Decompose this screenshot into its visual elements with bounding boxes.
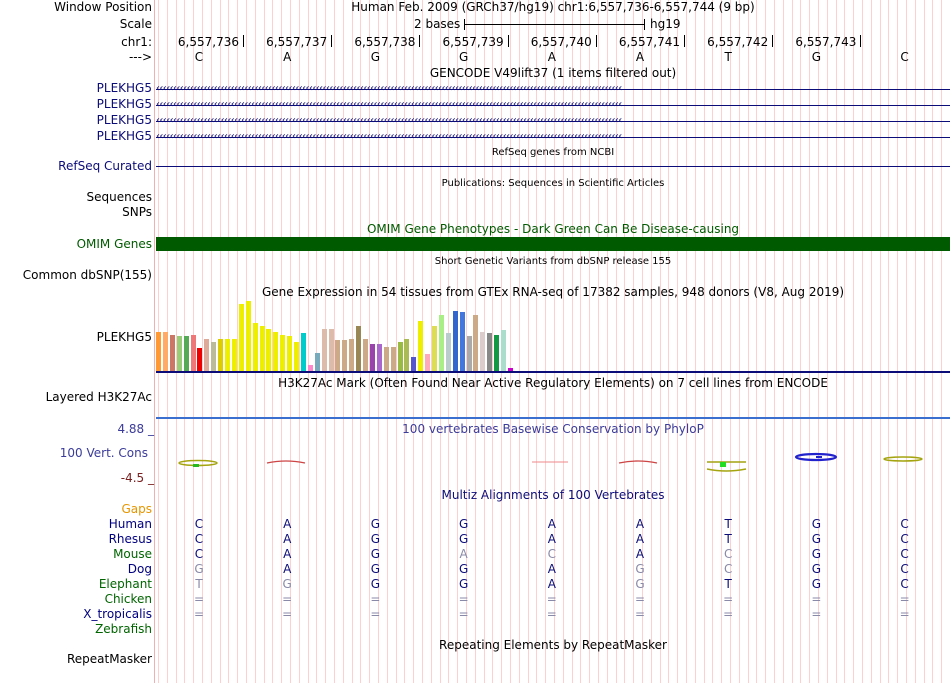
- multiz-aligned-base: C: [900, 562, 909, 576]
- phylop-track-title: 100 vertebrates Basewise Conservation by PhyloP: [402, 422, 704, 436]
- multiz-aligned-base: =: [811, 592, 822, 606]
- phylop-logo-c1: [179, 461, 217, 468]
- dbsnp-track-label[interactable]: Common dbSNP(155): [22, 268, 152, 282]
- multiz-aligned-base: =: [634, 592, 646, 606]
- multiz-aligned-base: T: [724, 517, 732, 531]
- multiz-aligned-base: G: [811, 517, 822, 531]
- gtex-tissue-bar[interactable]: [480, 332, 485, 371]
- omim-gene-bar[interactable]: [156, 237, 950, 251]
- gencode-transcript-line: [156, 105, 950, 106]
- gtex-tissue-bar[interactable]: [432, 326, 437, 371]
- gtex-tissue-bar[interactable]: [349, 339, 354, 371]
- multiz-aligned-base: A: [635, 532, 645, 546]
- multiz-aligned-base: C: [194, 547, 204, 561]
- gtex-tissue-bar[interactable]: [322, 329, 327, 371]
- multiz-aligned-base: =: [370, 592, 381, 606]
- snps-label[interactable]: SNPs: [122, 205, 152, 219]
- gtex-tissue-bar[interactable]: [287, 336, 292, 371]
- ruler-position-label: 6,557,741: [618, 35, 680, 49]
- reference-base: A: [635, 50, 645, 64]
- multiz-aligned-base: A: [547, 562, 556, 576]
- multiz-aligned-base: =: [458, 592, 469, 606]
- multiz-aligned-base: =: [899, 607, 910, 621]
- ruler-position-label: 6,557,740: [530, 35, 592, 49]
- multiz-species-label[interactable]: Mouse: [113, 547, 152, 561]
- ruler-tick: [331, 35, 332, 47]
- publications-track-label[interactable]: Sequences: [86, 190, 152, 204]
- multiz-aligned-base: =: [193, 607, 205, 621]
- gtex-tissue-bar[interactable]: [170, 335, 175, 371]
- multiz-aligned-base: C: [194, 532, 204, 546]
- multiz-aligned-base: T: [724, 577, 732, 591]
- phylop-logo-a2: [267, 461, 305, 463]
- multiz-aligned-base: G: [282, 577, 292, 591]
- multiz-species-label[interactable]: X_tropicalis: [83, 607, 152, 621]
- phylop-logos[interactable]: [156, 448, 950, 476]
- omim-track-title: OMIM Gene Phenotypes - Dark Green Can Be Disease-causing: [366, 222, 740, 236]
- multiz-aligned-base: G: [458, 517, 469, 531]
- gtex-tissue-bar[interactable]: [232, 339, 237, 371]
- gtex-tissue-bar[interactable]: [273, 332, 278, 371]
- gtex-tissue-bar[interactable]: [425, 354, 430, 371]
- multiz-aligned-base: G: [635, 577, 645, 591]
- multiz-aligned-base: G: [458, 577, 469, 591]
- multiz-aligned-base: C: [723, 562, 733, 576]
- phylop-max-label: 4.88 _: [117, 422, 154, 436]
- gencode-transcript-line: [156, 121, 950, 122]
- omim-track-label[interactable]: OMIM Genes: [76, 237, 152, 251]
- repeatmasker-track-title: Repeating Elements by RepeatMasker: [439, 638, 667, 652]
- phylop-track-label[interactable]: 100 Vert. Cons: [59, 446, 148, 460]
- multiz-aligned-base: =: [811, 607, 822, 621]
- multiz-aligned-base: =: [193, 592, 205, 606]
- scale-bar: [464, 24, 644, 25]
- multiz-aligned-base: A: [459, 547, 468, 561]
- multiz-aligned-base: G: [370, 547, 381, 561]
- gtex-tissue-bar[interactable]: [494, 335, 499, 371]
- multiz-aligned-base: A: [547, 532, 556, 546]
- multiz-aligned-base: =: [370, 607, 381, 621]
- gtex-tissue-bar[interactable]: [411, 357, 416, 371]
- multiz-aligned-base: T: [195, 577, 203, 591]
- repeatmasker-track-label[interactable]: RepeatMasker: [66, 652, 152, 666]
- multiz-aligned-base: G: [370, 577, 381, 591]
- multiz-aligned-base: G: [635, 562, 645, 576]
- scale-label[interactable]: Scale: [119, 17, 152, 31]
- multiz-aligned-base: C: [194, 517, 204, 531]
- gtex-tissue-bar[interactable]: [204, 339, 209, 371]
- h3k27ac-track-label[interactable]: Layered H3K27Ac: [45, 390, 152, 404]
- ruler-position-label: 6,557,737: [266, 35, 328, 49]
- multiz-aligned-base: =: [546, 607, 557, 621]
- gtex-tissue-bar[interactable]: [335, 340, 340, 371]
- multiz-aligned-base: G: [811, 577, 822, 591]
- chrom-label[interactable]: chr1:: [121, 35, 152, 49]
- multiz-species-label[interactable]: Human: [108, 517, 152, 531]
- gtex-tissue-bar[interactable]: [184, 336, 189, 371]
- ruler-tick: [419, 35, 420, 47]
- gtex-tissue-bar[interactable]: [377, 344, 382, 371]
- ruler-position-label: 6,557,736: [177, 35, 239, 49]
- gtex-tissue-bar[interactable]: [197, 348, 202, 371]
- multiz-aligned-base: G: [458, 532, 469, 546]
- gtex-tissue-bar[interactable]: [253, 323, 258, 371]
- gencode-transcript-line: [156, 89, 950, 90]
- multiz-aligned-base: C: [900, 547, 909, 561]
- multiz-species-label[interactable]: Elephant: [98, 577, 152, 591]
- ruler-tick: [508, 35, 509, 47]
- ruler-tick: [860, 35, 861, 47]
- gtex-tissue-bar[interactable]: [266, 329, 271, 371]
- gtex-tissue-bar[interactable]: [280, 335, 285, 371]
- gtex-tissue-bar[interactable]: [467, 336, 472, 371]
- refseq-track-title: RefSeq genes from NCBI: [491, 147, 615, 158]
- gencode-transcript-label[interactable]: PLEKHG5: [96, 113, 152, 127]
- multiz-aligned-base: =: [458, 607, 469, 621]
- gtex-tissue-bar[interactable]: [225, 339, 230, 371]
- refseq-gene-line[interactable]: [156, 166, 950, 167]
- gtex-tissue-bar[interactable]: [315, 353, 320, 371]
- multiz-aligned-base: G: [370, 517, 381, 531]
- multiz-species-label[interactable]: Zebrafish: [95, 622, 152, 636]
- multiz-aligned-base: A: [283, 562, 292, 576]
- gtex-tissue-bar[interactable]: [191, 335, 196, 371]
- window-position-label[interactable]: Window Position: [54, 0, 152, 14]
- gtex-tissue-bar[interactable]: [246, 301, 251, 371]
- gencode-transcript-label[interactable]: PLEKHG5: [96, 97, 152, 111]
- multiz-aligned-base: G: [458, 562, 469, 576]
- multiz-aligned-base: =: [899, 592, 910, 606]
- multiz-aligned-base: G: [811, 562, 822, 576]
- multiz-aligned-base: =: [634, 607, 646, 621]
- ruler-position-label: 6,557,738: [354, 35, 416, 49]
- ruler-tick: [684, 35, 685, 47]
- gtex-expression-chart[interactable]: [156, 300, 950, 373]
- gtex-track-title: Gene Expression in 54 tissues from GTEx RNA-seq of 17382 samples, 948 donors (V8, Aug 2019): [261, 285, 845, 299]
- gtex-gene-label[interactable]: PLEKHG5: [96, 330, 152, 344]
- multiz-aligned-base: T: [724, 532, 732, 546]
- multiz-aligned-base: C: [900, 517, 909, 531]
- gtex-tissue-bar[interactable]: [211, 342, 216, 371]
- gtex-tissue-bar[interactable]: [391, 347, 396, 371]
- reference-base: A: [283, 50, 292, 64]
- gtex-tissue-bar[interactable]: [218, 339, 223, 371]
- label-gutter-border: [154, 0, 155, 683]
- multiz-aligned-base: A: [547, 577, 556, 591]
- strand-label: --->: [128, 50, 152, 64]
- multiz-aligned-base: G: [370, 562, 381, 576]
- multiz-aligned-base: A: [547, 517, 556, 531]
- multiz-aligned-base: =: [723, 607, 734, 621]
- publications-track-title: Publications: Sequences in Scientific Articles: [441, 178, 665, 189]
- multiz-aligned-base: G: [811, 532, 822, 546]
- gtex-tissue-bar[interactable]: [239, 304, 244, 371]
- ruler-tick: [243, 35, 244, 47]
- gtex-tissue-bar[interactable]: [356, 326, 361, 371]
- gencode-transcript-label[interactable]: PLEKHG5: [96, 129, 152, 143]
- gtex-tissue-bar[interactable]: [384, 347, 389, 371]
- multiz-aligned-base: G: [811, 547, 822, 561]
- reference-base: G: [811, 50, 822, 64]
- gtex-tissue-bar[interactable]: [453, 311, 458, 371]
- gtex-tissue-bar[interactable]: [156, 332, 161, 371]
- ruler-position-label: 6,557,739: [442, 35, 504, 49]
- reference-base: A: [547, 50, 556, 64]
- phylop-min-label: -4.5 _: [120, 471, 154, 485]
- multiz-species-label[interactable]: Rhesus: [108, 532, 152, 546]
- ruler-tick: [596, 35, 597, 47]
- assembly-label: hg19: [650, 17, 681, 31]
- gencode-transcript-line: [156, 137, 950, 138]
- multiz-track-title: Multiz Alignments of 100 Vertebrates: [441, 488, 665, 502]
- gtex-tissue-bar[interactable]: [260, 326, 265, 371]
- gtex-tissue-bar[interactable]: [398, 342, 403, 371]
- gencode-track-title: GENCODE V49lift37 (1 items filtered out): [429, 66, 677, 80]
- h3k27ac-signal-line[interactable]: [156, 417, 950, 419]
- multiz-aligned-base: A: [635, 547, 645, 561]
- phylop-logo-a6: [619, 461, 657, 463]
- multiz-aligned-base: =: [282, 607, 293, 621]
- multiz-aligned-base: A: [635, 517, 645, 531]
- phylop-logo-t7: [707, 462, 746, 471]
- multiz-aligned-base: C: [900, 577, 909, 591]
- reference-base: C: [194, 50, 204, 64]
- multiz-aligned-base: C: [547, 547, 556, 561]
- multiz-aligned-base: C: [900, 532, 909, 546]
- gtex-tissue-bar[interactable]: [177, 336, 182, 371]
- multiz-aligned-base: A: [283, 532, 292, 546]
- reference-base: C: [900, 50, 909, 64]
- scale-bar-right-tick: [644, 19, 645, 30]
- gtex-tissue-bar[interactable]: [329, 329, 334, 371]
- multiz-species-label[interactable]: Dog: [127, 562, 152, 576]
- gtex-tissue-bar[interactable]: [418, 321, 423, 371]
- h3k27ac-track-title: H3K27Ac Mark (Often Found Near Active Regulatory Elements) on 7 cell lines from ENCODE: [278, 376, 828, 390]
- gtex-track-bottom-border: [156, 371, 950, 373]
- reference-base: T: [724, 50, 732, 64]
- phylop-logo-c9: [884, 457, 922, 461]
- gtex-tissue-bar[interactable]: [301, 333, 306, 371]
- ruler-tick: [772, 35, 773, 47]
- ruler-position-label: 6,557,742: [707, 35, 769, 49]
- multiz-aligned-base: =: [723, 592, 734, 606]
- gtex-tissue-bar[interactable]: [501, 330, 506, 371]
- multiz-aligned-base: A: [283, 547, 292, 561]
- gtex-tissue-bar[interactable]: [163, 332, 168, 371]
- reference-base: G: [370, 50, 381, 64]
- gtex-tissue-bar[interactable]: [404, 339, 409, 371]
- position-title: Human Feb. 2009 (GRCh37/hg19) chr1:6,557,736-6,557,744 (9 bp): [351, 0, 755, 14]
- gtex-tissue-bar[interactable]: [363, 339, 368, 371]
- multiz-species-label[interactable]: Chicken: [104, 592, 152, 606]
- dbsnp-track-title: Short Genetic Variants from dbSNP release 155: [434, 256, 672, 267]
- gtex-tissue-bar[interactable]: [460, 312, 465, 371]
- multiz-aligned-base: G: [194, 562, 204, 576]
- gtex-tissue-bar[interactable]: [439, 315, 444, 371]
- multiz-aligned-base: =: [546, 592, 557, 606]
- gtex-tissue-bar[interactable]: [473, 315, 478, 371]
- scale-bar-left-tick: [464, 19, 465, 30]
- multiz-aligned-base: G: [370, 532, 381, 546]
- phylop-logo-g8: [796, 454, 836, 460]
- ruler-position-label: 6,557,743: [795, 35, 857, 49]
- multiz-aligned-base: A: [283, 517, 292, 531]
- gtex-tissue-bar[interactable]: [446, 333, 451, 371]
- gencode-transcript-label[interactable]: PLEKHG5: [96, 81, 152, 95]
- scale-text: 2 bases: [414, 17, 461, 31]
- gaps-label[interactable]: Gaps: [121, 502, 152, 516]
- multiz-aligned-base: C: [723, 547, 733, 561]
- refseq-track-label[interactable]: RefSeq Curated: [58, 159, 152, 173]
- gtex-tissue-bar[interactable]: [487, 333, 492, 371]
- gtex-tissue-bar[interactable]: [370, 344, 375, 371]
- multiz-aligned-base: =: [282, 592, 293, 606]
- gtex-tissue-bar[interactable]: [294, 342, 299, 371]
- reference-base: G: [458, 50, 469, 64]
- gtex-tissue-bar[interactable]: [342, 340, 347, 371]
